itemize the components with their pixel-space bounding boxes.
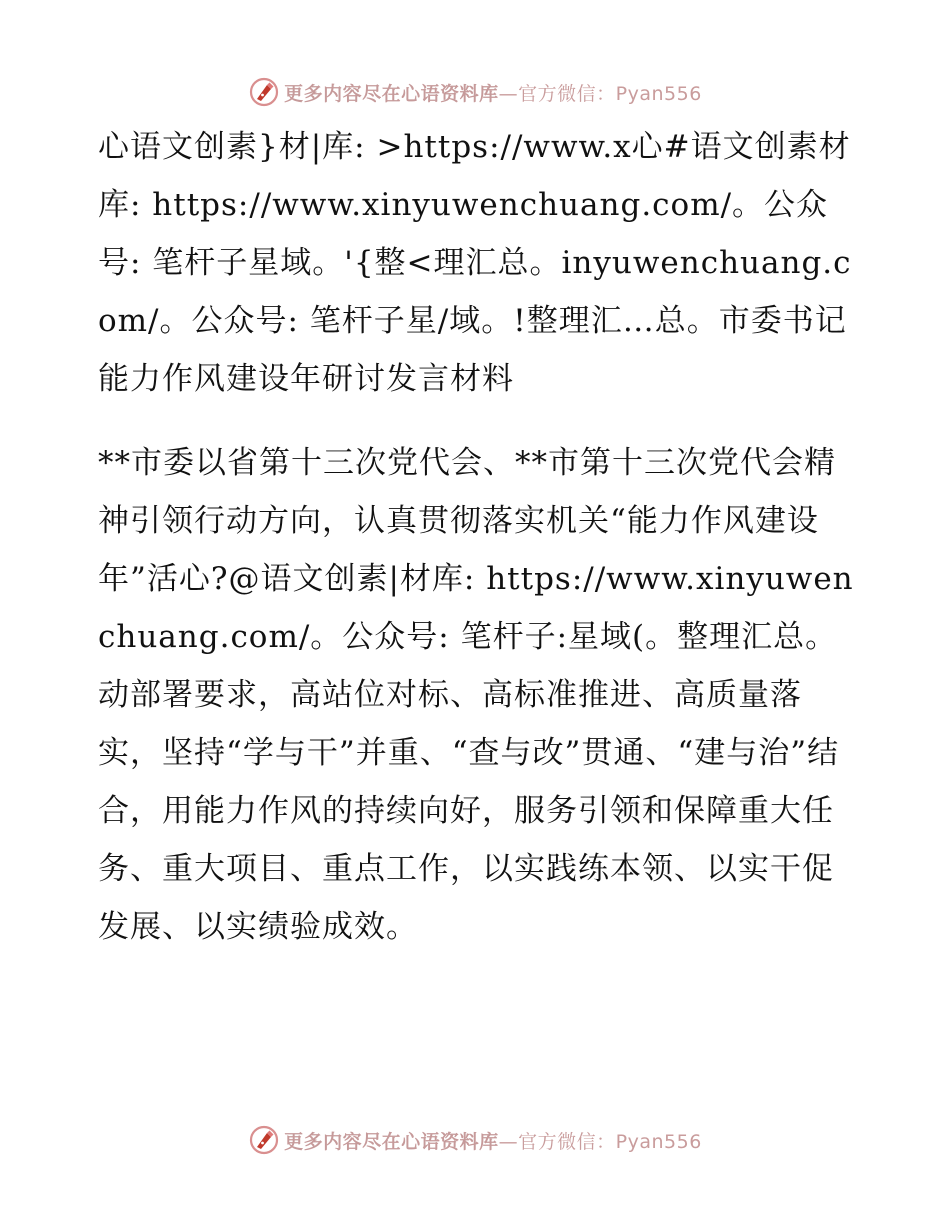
watermark-main-text: 更多内容尽在心语资料库 <box>284 1130 499 1153</box>
paragraph-2: **市委以省第十三次党代会、**市第十三次党代会精神引领行动方向，认真贯彻落实机关“能力作风建设年”活心?@语文创素|材库: https://www.xinyuwenchuang.com/。公众号: 笔杆子:星域(。整理汇总。动部署要求，高站位对标、高标准推进、高质量落实，坚持“学与干”并重、“查与改”贯通、“建与治”结合，用能力作风的持续向好，服务引领和保障重大任务、重大项目、重点工作，以实践练本领、以实干促发展、以实绩验成效。 <box>98 445 854 945</box>
watermark-main-text: 更多内容尽在心语资料库 <box>284 82 499 105</box>
watermark-wechat-text: 官方微信：Pyan556 <box>518 82 702 105</box>
watermark-dash: — <box>498 1130 519 1153</box>
pen-nib-logo-icon <box>248 76 280 108</box>
paragraph-1: 心语文创素}材|库: >https://www.x心#语文创素材库: https://www.xinyuwenchuang.com/。公众号: 笔杆子星域。'{整<理汇总。inyuwenchuang.com/。公众号: 笔杆子星/域。!整理汇…总。市委书记能力作风建设年研讨发言材料 <box>98 129 852 397</box>
watermark-wechat-text: 官方微信：Pyan556 <box>518 1130 702 1153</box>
document-body <box>98 118 858 956</box>
watermark-text <box>284 79 702 106</box>
watermark-dash: — <box>498 82 519 105</box>
pen-nib-logo-icon <box>248 1124 280 1156</box>
header-watermark-banner <box>0 72 950 112</box>
footer-watermark-banner <box>0 1120 950 1160</box>
watermark-text <box>284 1127 702 1154</box>
